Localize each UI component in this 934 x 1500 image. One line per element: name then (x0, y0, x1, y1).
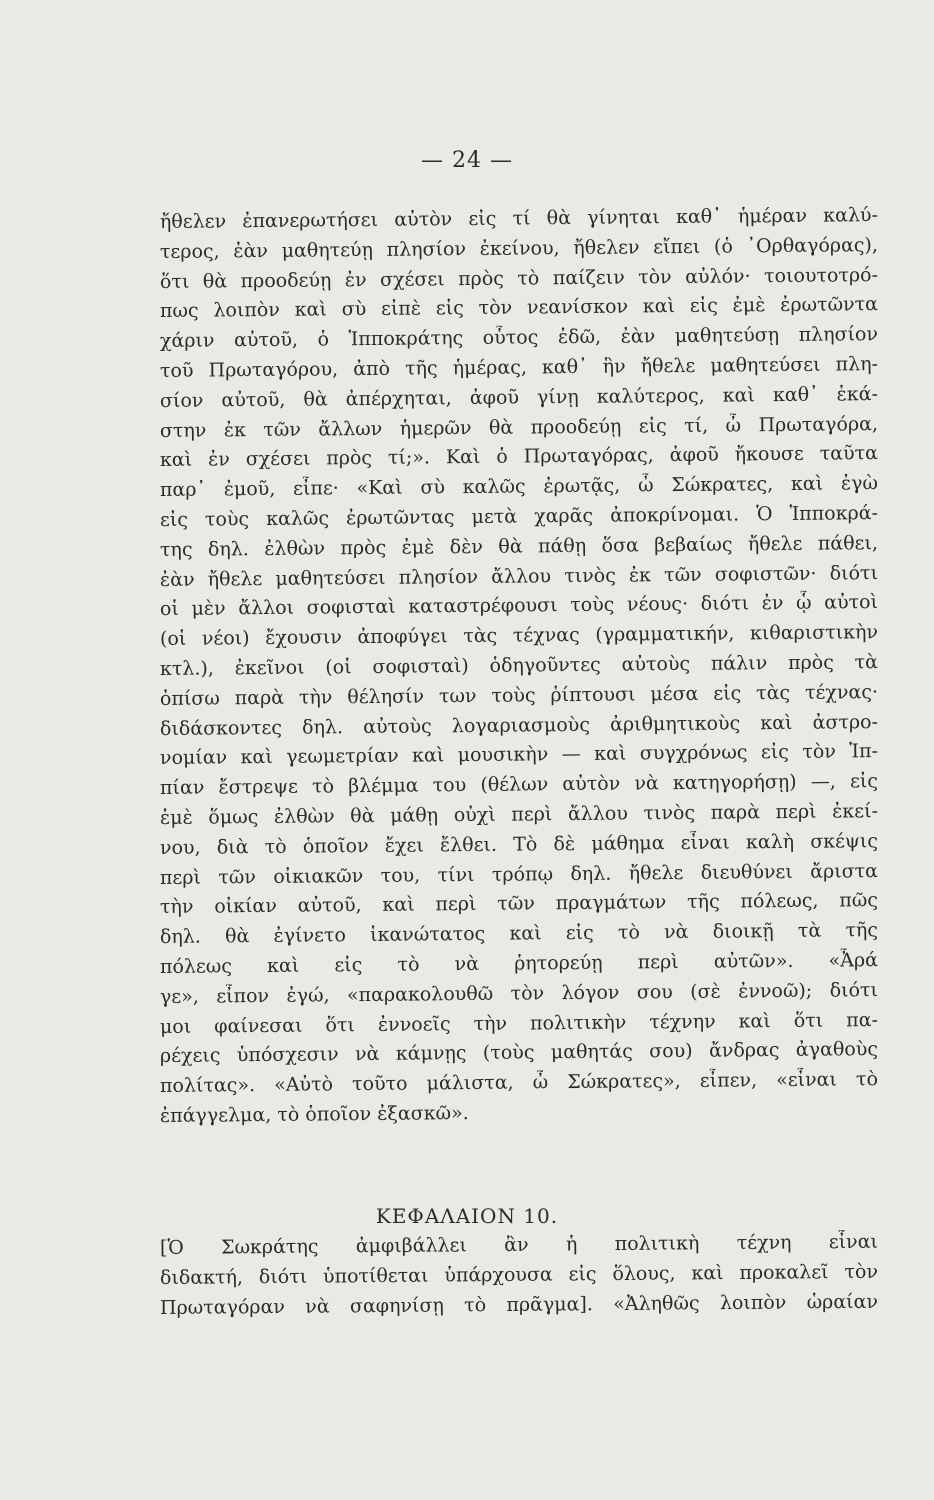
summary-line: [Ὁ Σωκράτης ἀμφιβάλλει ἂν ἡ πολιτικὴ τέχνη εἶναι (159, 1230, 879, 1259)
text-line: ὀπίσω παρὰ τὴν θέλησίν των τοὺς ῥίπτουσι μέσα εἰς τὰς τέχνας· (159, 680, 879, 710)
text-line: ἐὰν ἤθελε μαθητεύσει πλησίον ἄλλου τινὸς ἐκ τῶν σοφιστῶν· διότι (159, 561, 879, 591)
text-line: τὴν οἰκίαν αὐτοῦ, καὶ περὶ τῶν πραγμάτων τῆς πόλεως, πῶς (159, 889, 879, 919)
text-line: ἐμὲ ὅμως ἐλθὼν θὰ μάθῃ οὐχὶ περὶ ἄλλου τινὸς παρὰ περὶ ἐκεί- (159, 800, 879, 829)
text-line: ἤθελεν ἐπανερωτήσει αὐτὸν εἰς τί θὰ γίνηται καθ᾽ ἡμέραν καλύ- (159, 204, 879, 233)
text-line: πίαν ἔστρεψε τὸ βλέμμα του (θέλων αὐτὸν νὰ κατηγορήσῃ) —, εἰς (159, 770, 879, 800)
text-line: τερος, ἐὰν μαθητεύῃ πλησίον ἐκείνου, ἤθελεν εἴπει (ὁ ᾽Ορθαγόρας), (159, 233, 879, 263)
text-line: πως λοιπὸν καὶ σὺ εἰπὲ εἰς τὸν νεανίσκον καὶ εἰς ἐμὲ ἐρωτῶντα (159, 293, 879, 323)
chapter-heading: ΚΕΦΑΛΑΙΟΝ 10. (375, 1204, 559, 1228)
text-line: ἐπάγγελμα, τὸ ὁποῖον ἐξασκῶ». (159, 1102, 469, 1127)
text-line: εἰς τοὺς καλῶς ἐρωτῶντας μετὰ χαρᾶς ἀποκρίνομαι. Ὁ Ἱπποκρά- (159, 502, 879, 531)
text-line: περὶ τῶν οἰκιακῶν του, τίνι τρόπῳ δηλ. ἤθελε διευθύνει ἄριστα (159, 859, 879, 889)
text-line: χάριν αὐτοῦ, ὁ Ἱπποκράτης οὗτος ἐδῶ, ἐὰν μαθητεύσῃ πλησίον (159, 323, 879, 353)
text-line: δηλ. θὰ ἐγίνετο ἱκανώτατος καὶ εἰς τὸ νὰ διοικῇ τὰ τῆς (159, 919, 879, 949)
text-line: νομίαν καὶ γεωμετρίαν καὶ μουσικὴν — καὶ συγχρόνως εἰς τὸν Ἱπ- (159, 740, 879, 770)
text-line: ὅτι θὰ προοδεύῃ ἐν σχέσει πρὸς τὸ παίζειν τὸν αὐλόν· τοιουτοτρό- (159, 263, 879, 293)
text-line: σίον αὐτοῦ, θὰ ἀπέρχηται, ἀφοῦ γίνῃ καλύτερος, καὶ καθ᾽ ἑκά- (159, 382, 879, 412)
text-line: μοι φαίνεσαι ὅτι ἐννοεῖς τὴν πολιτικὴν τέχνην καὶ ὅτι πα- (159, 1008, 879, 1038)
summary-line: Πρωταγόραν νὰ σαφηνίσῃ τὸ πρᾶγμα]. «Ἀληθῶς λοιπὸν ὡραίαν (159, 1290, 879, 1319)
text-line: οἱ μὲν ἄλλοι σοφισταὶ καταστρέφουσι τοὺς νέους· διότι ἐν ᾧ αὐτοὶ (159, 591, 879, 621)
text-line: κτλ.), ἐκεῖνοι (οἱ σοφισταὶ) ὁδηγοῦντες αὐτοὺς πάλιν πρὸς τὰ (159, 651, 879, 680)
text-line: πολίτας». «Αὐτὸ τοῦτο μάλιστα, ὦ Σώκρατες», εἶπεν, «εἶναι τὸ (159, 1068, 879, 1098)
text-line: πόλεως καὶ εἰς τὸ νὰ ῥητορεύῃ περὶ αὐτῶν». «Ἆρά (159, 949, 879, 978)
summary-line: διδακτή, διότι ὑποτίθεται ὑπάρχουσα εἰς ὅλους, καὶ προκαλεῖ τὸν (159, 1260, 879, 1289)
text-line: στην ἐκ τῶν ἄλλων ἡμερῶν θὰ προοδεύῃ εἰς τί, ὦ Πρωταγόρα, (159, 412, 879, 442)
text-line: νου, διὰ τὸ ὁποῖον ἔχει ἔλθει. Τὸ δὲ μάθημα εἶναι καλὴ σκέψις (159, 829, 879, 859)
text-line: της δηλ. ἐλθὼν πρὸς ἐμὲ δὲν θὰ πάθῃ ὅσα βεβαίως ἤθελε πάθει, (159, 531, 879, 561)
text-line: διδάσκοντες δηλ. αὐτοὺς λογαριασμοὺς ἀριθμητικοὺς καὶ ἀστρο- (159, 710, 879, 740)
page-number: — 24 — (421, 148, 513, 173)
text-line: γε», εἶπον ἐγώ, «παρακολουθῶ τὸν λόγον σου (σὲ ἐννοῶ); διότι (159, 978, 879, 1008)
text-line: καὶ ἐν σχέσει πρὸς τί;». Καὶ ὁ Πρωταγόρας, ἀφοῦ ἤκουσε ταῦτα (159, 442, 879, 472)
text-line: τοῦ Πρωταγόρου, ἀπὸ τῆς ἡμέρας, καθ᾽ ἣν ἤθελε μαθητεύσει πλη- (159, 353, 879, 382)
text-line: (οἱ νέοι) ἔχουσιν ἀποφύγει τὰς τέχνας (γραμματικήν, κιθαριστικὴν (159, 621, 879, 651)
text-line: παρ᾽ ἐμοῦ, εἶπε· «Καὶ σὺ καλῶς ἐρωτᾷς, ὦ Σώκρατες, καὶ ἐγὼ (159, 472, 879, 502)
text-line: ρέχεις ὑπόσχεσιν νὰ κάμνῃς (τοὺς μαθητάς σου) ἄνδρας ἀγαθοὺς (159, 1038, 879, 1068)
